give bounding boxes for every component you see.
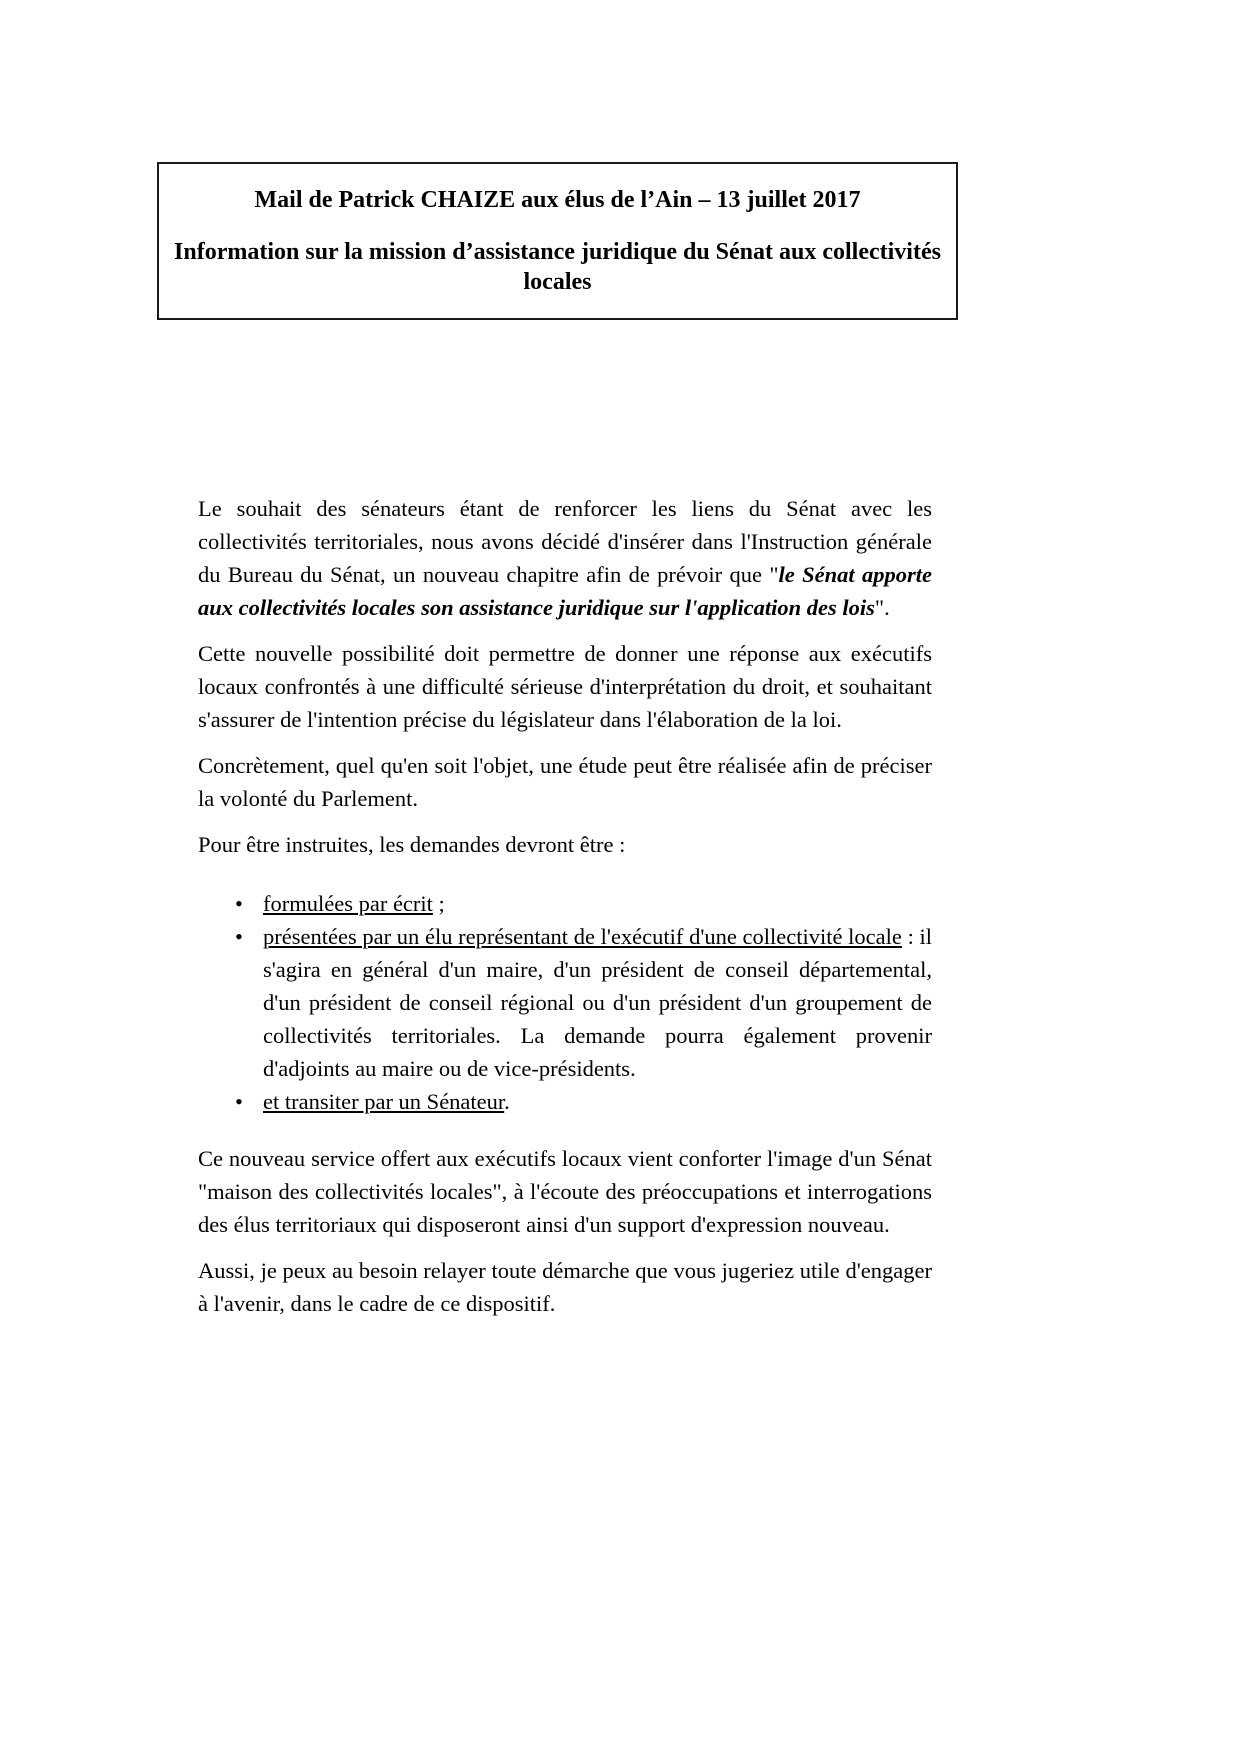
list-item-presentees-rest: : il s'agira en général d'un maire, d'un président de conseil départemental, d'un président de conseil régional ou d'un président d'un groupement de collectivités territoriales. La demande pourra également provenir d'adjoints au maire ou de vice-présidents. bbox=[263, 924, 932, 1081]
list-item-presentees bbox=[198, 920, 932, 1085]
paragraph-possibilite: Cette nouvelle possibilité doit permettre de donner une réponse aux exécutifs locaux confrontés à une difficulté sérieuse d'interprétation du droit, et souhaitant s'assurer de l'intention précise du législateur dans l'élaboration de la loi. bbox=[198, 641, 932, 732]
list-item-senateur bbox=[198, 1085, 932, 1118]
list-item-senateur-rest: . bbox=[504, 1089, 510, 1114]
list-item-ecrit-rest: ; bbox=[432, 891, 445, 916]
paragraph-service: Ce nouveau service offert aux exécutifs locaux vient conforter l'image d'un Sénat "maison des collectivités locales", à l'écoute des préoccupations et interrogations des élus territoriaux qui disposeront ainsi d'un support d'expression nouveau. bbox=[198, 1146, 932, 1237]
paragraph-aussi: Aussi, je peux au besoin relayer toute démarche que vous jugeriez utile d'engager à l'avenir, dans le cadre de ce dispositif. bbox=[198, 1258, 932, 1316]
list-item-ecrit-underlined: formulées par écrit bbox=[263, 891, 433, 916]
paragraph-instruites: Pour être instruites, les demandes devront être : bbox=[198, 832, 626, 857]
paragraph-souhait-text: Le souhait des sénateurs étant de renforcer les liens du Sénat avec les collectivités territoriales, nous avons décidé d'insérer dans l'Instruction générale du Bureau du Sénat, un nouveau chapitre afin de prévoir que " bbox=[198, 496, 932, 587]
senat-quote-emphasis: le Sénat apporte aux collectivités locales son assistance juridique sur l'application des lois bbox=[198, 562, 932, 620]
paragraph-souhait bbox=[198, 492, 932, 624]
document-title-line2: Information sur la mission d’assistance juridique du Sénat aux collectivités locales bbox=[174, 239, 941, 295]
list-item-senateur-underlined: et transiter par un Sénateur bbox=[263, 1089, 505, 1114]
document-title-line1: Mail de Patrick CHAIZE aux élus de l’Ain – 13 juillet 2017 bbox=[254, 187, 861, 213]
list-item-presentees-underlined: présentées par un élu représentant de l'exécutif d'une collectivité locale bbox=[263, 924, 902, 949]
requirements-list bbox=[198, 887, 932, 1118]
document-body bbox=[198, 492, 932, 1333]
paragraph-concretement: Concrètement, quel qu'en soit l'objet, une étude peut être réalisée afin de préciser la volonté du Parlement. bbox=[198, 753, 932, 811]
title-box bbox=[157, 162, 958, 320]
paragraph-souhait-closing: ". bbox=[874, 595, 890, 620]
list-item-ecrit bbox=[198, 887, 932, 920]
